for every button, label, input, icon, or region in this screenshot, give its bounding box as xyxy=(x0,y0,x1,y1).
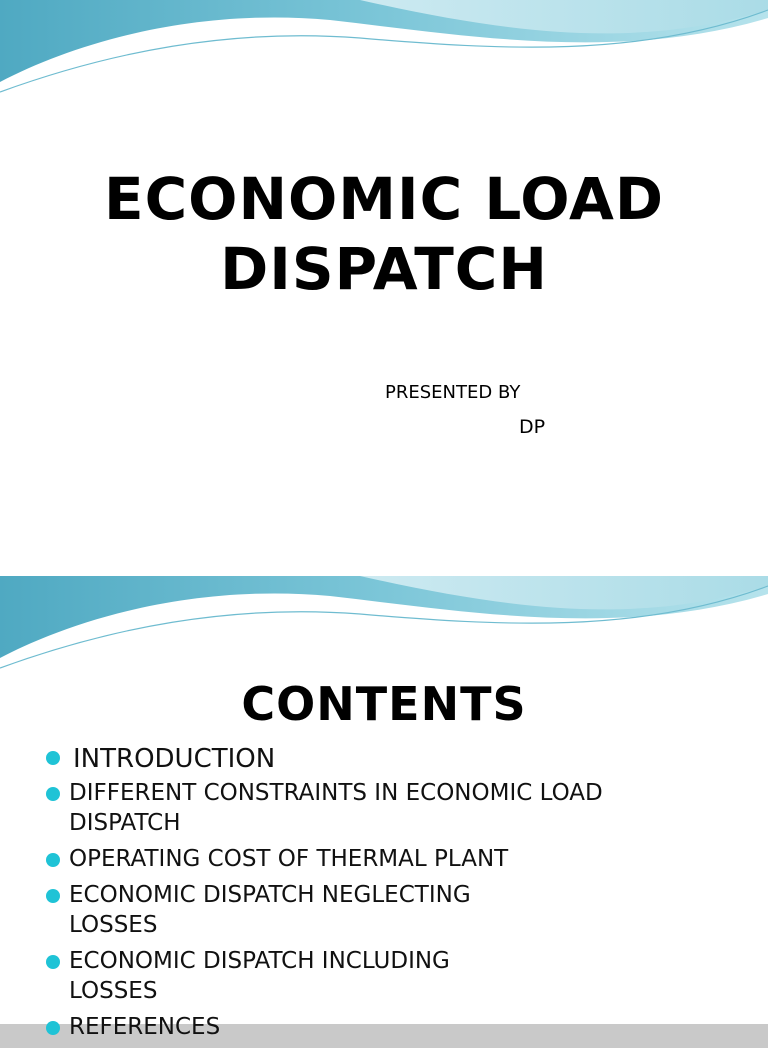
title-line-2: DISPATCH xyxy=(220,235,548,303)
list-item-text-continued: LOSSES xyxy=(69,912,158,938)
title-line-1: ECONOMIC LOAD xyxy=(103,165,665,233)
header-wave-graphic xyxy=(0,576,768,676)
bullet-icon xyxy=(46,853,60,867)
list-item xyxy=(46,1012,746,1042)
list-item-text: ECONOMIC DISPATCH INCLUDING xyxy=(69,948,450,974)
list-item xyxy=(46,844,746,874)
list-item xyxy=(46,742,746,776)
bullet-icon xyxy=(46,751,60,765)
contents-title: CONTENTS xyxy=(241,677,527,731)
list-item-text-continued: LOSSES xyxy=(69,978,158,1004)
header-wave-graphic xyxy=(0,0,768,100)
bullet-icon xyxy=(46,787,60,801)
list-item xyxy=(46,880,746,940)
list-item-text: INTRODUCTION xyxy=(73,744,276,774)
contents-slide xyxy=(0,576,768,1040)
list-item-text: REFERENCES xyxy=(69,1014,221,1040)
presented-by-label: PRESENTED BY xyxy=(385,382,521,403)
presentation-title xyxy=(0,164,768,304)
list-item-text-continued: DISPATCH xyxy=(69,810,181,836)
list-item xyxy=(46,946,746,1006)
list-item-text: ECONOMIC DISPATCH NEGLECTING xyxy=(69,882,471,908)
presenter-name: DP xyxy=(519,416,546,438)
bullet-icon xyxy=(46,955,60,969)
bullet-icon xyxy=(46,1021,60,1035)
bullet-icon xyxy=(46,889,60,903)
list-item-text: DIFFERENT CONSTRAINTS IN ECONOMIC LOAD xyxy=(69,780,603,806)
contents-list xyxy=(46,742,746,1048)
list-item xyxy=(46,778,746,838)
list-item-text: OPERATING COST OF THERMAL PLANT xyxy=(69,846,509,872)
